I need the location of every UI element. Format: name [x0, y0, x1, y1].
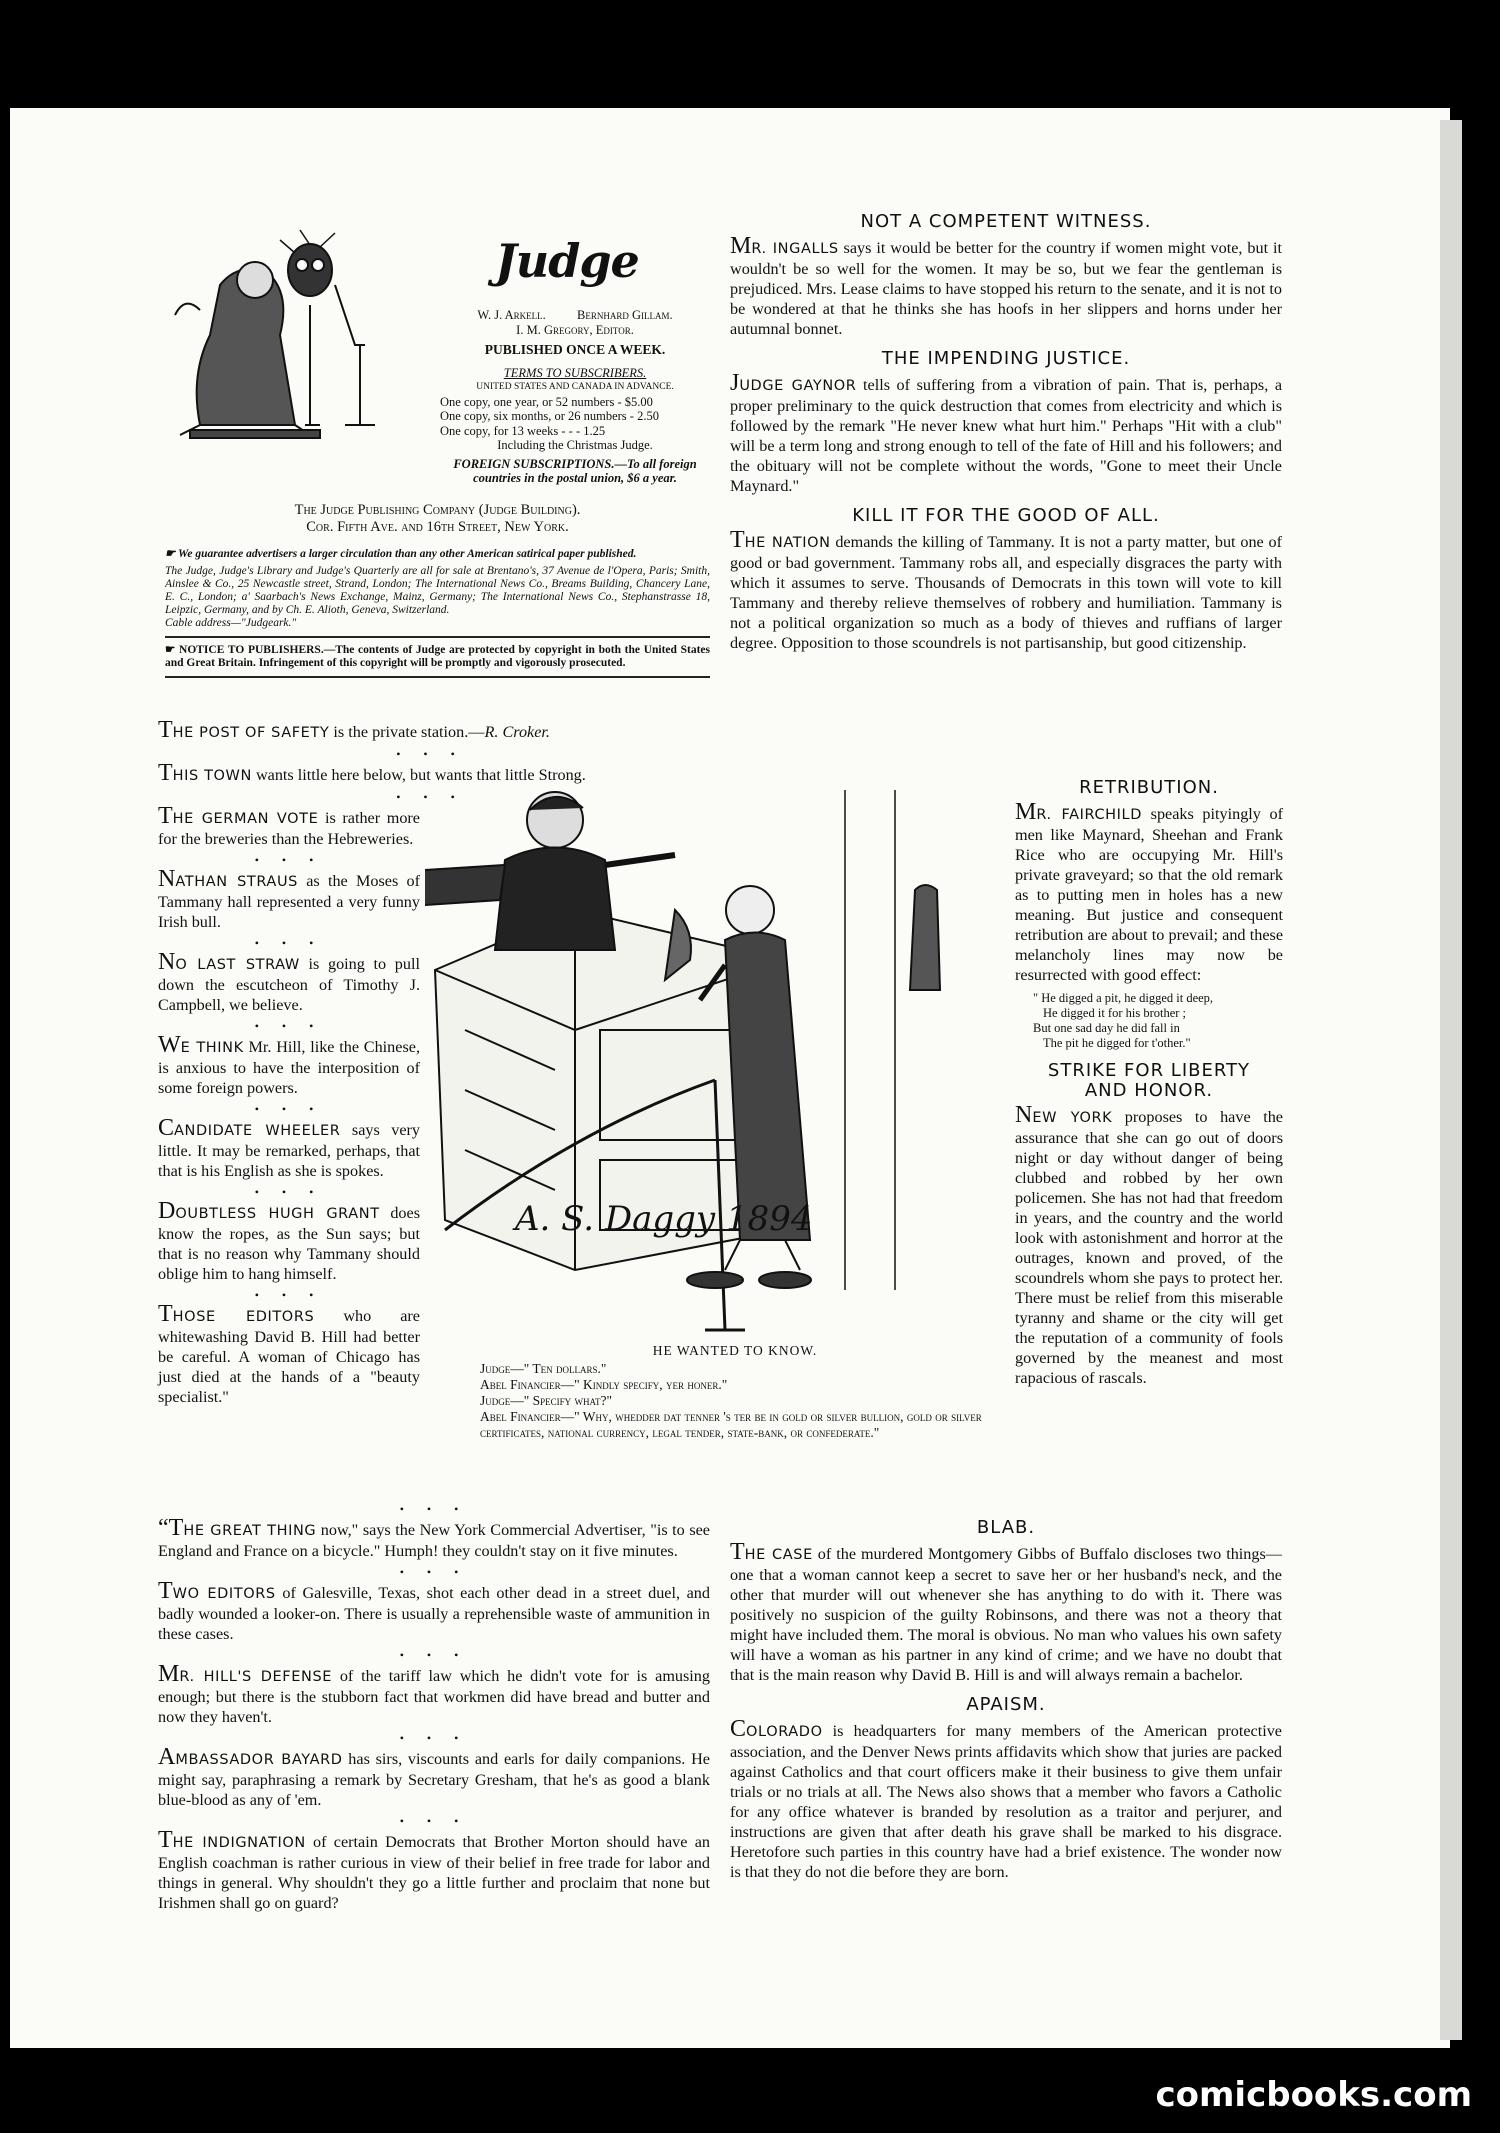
- masthead-info: [440, 308, 710, 486]
- paragraph-text: demands the killing of Tammany. It is not a party matter, but one of good or bad government. Tammany robs all, and especially disgraces the party with which it assumes to serve. Thousands of Democrats in this town will vote to kill Tammany and thereby relieve themselves of robbery and humiliation. Tammany is not a political organization so much as a body of thieves and ruffians of larger degree. Opposition to those scoundrels is not partisanship, but good citizenship.: [730, 533, 1283, 652]
- paragraph-text: tells of suffering from a vibration of pain. That is, perhaps, a proper preliminary to the quick destruction that comes from electricity and which is followed by the remark "He never knew what hurt him." Perhaps "Hit with a club" will be a term long and strong enough to tell of the fate of Hill and his followers; and the obituary will not be complete without the words, "Gone to meet their Uncle Maynard.": [730, 376, 1283, 495]
- lead-words: R. FAIRCHILD: [1036, 807, 1143, 823]
- lead-words: HIS TOWN: [172, 768, 252, 784]
- drop-cap: M: [158, 1661, 180, 1687]
- separator: • • •: [254, 1019, 324, 1033]
- paragraph-text: as the Moses of Tammany hall represented a very funny Irish bull.: [158, 872, 420, 931]
- notice-text: NOTICE TO PUBLISHERS.—The contents of Judge are protected by copyright in both the United States and Great Britain. Infringement of this copyright will be promptly and vigorously prosecuted.: [165, 644, 711, 669]
- lead-words: O LAST STRAW: [175, 957, 300, 973]
- lead-words: OLORADO: [746, 1724, 823, 1740]
- editor-line: I. M. Gregory, Editor.: [516, 322, 634, 337]
- paragraph: [730, 1716, 1282, 1882]
- paragraph: [158, 1744, 710, 1810]
- left-column-bottom: [158, 1500, 710, 1917]
- drop-cap: N: [158, 866, 176, 892]
- paragraph: [158, 949, 420, 1015]
- terms-sub: UNITED STATES AND CANADA IN ADVANCE.: [476, 382, 674, 392]
- paragraph: [158, 866, 420, 932]
- paragraph: [158, 1301, 420, 1407]
- sale-note: The Judge, Judge's Library and Judge's Quarterly are all for sale at Brentano's, 37 Avenue de l'Opera, Paris; Smith, Ainslee & Co., 25 Newcastle street, Strand, London; The International News Co., Breams Building, Chancery Lane, E. C., London; a' Saarbach's News Exchange, Mainz, Germany; The International News Co., Stephanstrasse 18, Leipzic, Germany, and by Ch. E. Alioth, Geneva, Switzerland.: [165, 565, 710, 616]
- drop-cap: “T: [158, 1515, 184, 1541]
- terms-title: TERMS TO SUBSCRIBERS.: [503, 365, 647, 380]
- cartoon-caption: [480, 1343, 990, 1441]
- poem-line: " He digged a pit, he digged it deep,: [1033, 991, 1214, 1005]
- poem-line: But one sad day he did fall in: [1033, 1021, 1180, 1035]
- article-title: STRIKE FOR LIBERTY: [1047, 1060, 1251, 1081]
- drop-cap: M: [730, 233, 752, 259]
- paragraph-text: says it would be better for the country if women might vote, but it wouldn't be so well for the women. It may be so, but we fear the gentleman is prejudiced. Mrs. Lease claims to have stopped his return to the senate, and it is not to be wondered at that he thinks she has hoofs in her slippers and horns under her autumnal bonnet.: [730, 239, 1282, 338]
- masthead-rule: [165, 676, 710, 678]
- paragraph: [730, 1539, 1282, 1685]
- separator: • • •: [396, 790, 465, 804]
- paragraph-text: proposes to have the assurance that she can go out of doors night or day without danger of being clubbed and robbed by her own policemen. She has not had that freedom in years, and the country and the world look with astonishment and horror at the outrages, known and proved, of the scoundrels whom she pays to protect her. There must be relief from this miserable tyranny and shame or the city will get the reputation of a community of fools governed by the meanest and most rapacious of rascals.: [1015, 1108, 1283, 1387]
- separator: • • •: [254, 936, 324, 950]
- paragraph: [158, 1578, 710, 1644]
- lead-words: HOSE EDITORS: [172, 1309, 315, 1325]
- article-title: RETRIBUTION.: [1079, 777, 1219, 798]
- paragraph: [158, 803, 420, 849]
- drop-cap: T: [158, 1827, 173, 1853]
- caption-line: Abel Financier—" Kindly specify, yer honer.": [480, 1377, 728, 1392]
- paragraph: [158, 1827, 710, 1913]
- separator: • • •: [254, 1102, 324, 1116]
- paragraph-text: is headquarters for many members of the American protective association, and the Denver News prints affidavits which show that juries are packed against Catholics and that court officers make it their business to give them unfair trials or no trials at all. The News also shows that a member who favors a Catholic for any office whatever is branded by resolution as a traitor and perjurer, and instructions are given that after death his grave shall be marked to his disgrace. Heretofore such parties in this country have had a brief existence. The wonder now is that they do not die before they are born.: [730, 1722, 1282, 1881]
- right-column-top: [730, 212, 1282, 657]
- cable-address: Cable address—"Judgeark.": [165, 617, 297, 629]
- drop-cap: N: [1015, 1102, 1033, 1128]
- paragraph-text: is going to pull down the escutcheon of Timothy J. Campbell, we believe.: [158, 955, 420, 1014]
- drop-cap: T: [158, 803, 173, 829]
- foreign-subscriptions: FOREIGN SUBSCRIPTIONS.—To all foreign countries in the postal union, $6 a year.: [453, 456, 697, 485]
- cartoon-illustration: [425, 790, 1005, 1340]
- separator: • • •: [399, 1502, 469, 1516]
- paragraph: [158, 1115, 420, 1181]
- masthead-rule: [165, 636, 710, 638]
- poem-line: He digged it for his brother ;: [1043, 1006, 1187, 1020]
- drop-cap: T: [158, 1578, 173, 1604]
- drop-cap: N: [158, 949, 176, 975]
- right-column-bottom: [730, 1508, 1282, 1886]
- drop-cap: W: [158, 1032, 181, 1058]
- company-name: The Judge Publishing Company (Judge Building).: [294, 502, 581, 518]
- lead-words: ANDIDATE WHEELER: [174, 1123, 341, 1139]
- lead-words: OUBTLESS HUGH GRANT: [175, 1206, 380, 1222]
- article-title: BLAB.: [976, 1517, 1036, 1538]
- paragraph: [730, 527, 1283, 653]
- lead-words: HE INDIGNATION: [172, 1835, 306, 1851]
- paragraph-text: of the tariff law which he didn't vote for is amusing enough; but there is the stubborn fact that workmen did have bread and butter and now they haven't.: [158, 1667, 710, 1726]
- watermark: comicbooks.com: [1155, 2075, 1472, 2115]
- lead-words: HE POST OF SAFETY: [172, 725, 330, 741]
- drop-cap: T: [730, 1539, 745, 1565]
- lead-words: UDGE GAYNOR: [739, 378, 857, 394]
- masthead-notes: [165, 548, 710, 684]
- lead-words: WO EDITORS: [172, 1586, 276, 1602]
- lead-words: MBASSADOR BAYARD: [175, 1752, 343, 1768]
- judge-logo: Judge: [495, 234, 639, 288]
- attribution: R. Croker.: [484, 723, 550, 741]
- caption-title: HE WANTED TO KNOW.: [652, 1343, 818, 1358]
- paragraph-text: does know the ropes, as the Sun says; but that is no reason why Tammany should oblige him to hang himself.: [158, 1204, 420, 1283]
- drop-cap: C: [730, 1716, 747, 1742]
- lead-words: HE NATION: [744, 535, 831, 551]
- lead-words: HE GERMAN VOTE: [172, 811, 319, 827]
- drop-cap: T: [730, 527, 745, 553]
- separator: • • •: [399, 1814, 469, 1828]
- article-title: APAISM.: [966, 1694, 1046, 1715]
- drop-cap: T: [158, 1301, 173, 1327]
- article-subtitle: AND HONOR.: [1084, 1080, 1214, 1101]
- article-title: KILL IT FOR THE GOOD OF ALL.: [852, 505, 1160, 526]
- poem: [1033, 991, 1283, 1051]
- paragraph: [1015, 1102, 1283, 1388]
- paragraph: [730, 233, 1282, 339]
- publisher-block: [165, 502, 710, 536]
- right-narrow-column: [1015, 778, 1283, 1392]
- paragraph: [158, 1198, 420, 1284]
- paragraph-text: of Galesville, Texas, shot each other dead in a street duel, and badly wounded a looker-on. There is usually a reprehensible waste of ammunition in these cases.: [158, 1584, 710, 1643]
- paragraph-text: says very little. It may be remarked, perhaps, that that is his English as she is spokes.: [158, 1121, 420, 1180]
- paragraph-text: is the private station.—: [329, 723, 485, 741]
- separator: • • •: [399, 1731, 469, 1745]
- article-title: THE IMPENDING JUSTICE.: [881, 348, 1131, 369]
- separator: • • •: [396, 747, 465, 761]
- separator: • • •: [254, 1288, 324, 1302]
- artist-signature: A. S. Daggy 1894: [515, 1199, 813, 1239]
- paragraph-text: Mr. Hill, like the Chinese, is anxious to have the interposition of some foreign powers.: [158, 1038, 420, 1097]
- pointing-hand-icon: ☛: [165, 548, 178, 560]
- lead-words: R. HILL'S DEFENSE: [179, 1669, 333, 1685]
- lead-words: R. INGALLS: [751, 241, 839, 257]
- paragraph: [730, 370, 1283, 496]
- separator: • • •: [399, 1565, 469, 1579]
- drop-cap: C: [158, 1115, 175, 1141]
- paragraph: [158, 760, 703, 786]
- cartoon-drawing: [425, 790, 1005, 1340]
- separator: • • •: [399, 1648, 469, 1662]
- paragraph-text: is rather more for the breweries than the Hebreweries.: [158, 809, 420, 848]
- paragraph-text: of certain Democrats that Brother Morton should have an English coachman is rather curious in view of their belief in free trade for labor and things in general. Why shouldn't they go a little further and proclaim that none but Irishmen shall go on guard?: [158, 1833, 710, 1912]
- company-address: Cor. Fifth Ave. and 16th Street, New York.: [306, 519, 569, 535]
- paragraph: [158, 1032, 420, 1098]
- caption-line: Judge—" Ten dollars.": [480, 1361, 607, 1376]
- pointing-hand-icon: ☛: [165, 644, 180, 656]
- paragraph: [158, 717, 703, 743]
- separator: • • •: [254, 1185, 324, 1199]
- paragraph-text: speaks pityingly of men like Maynard, Sheehan and Frank Rice who are occupying Mr. Hill's private graveyard; so that the old remark as to putting men in holes has a new meaning. But justice and consequent retribution are about to prevail; and these melancholy lines may now be resurrected with good effect:: [1015, 805, 1283, 984]
- guarantee-note: [165, 548, 710, 561]
- lead-words: E THINK: [180, 1040, 244, 1056]
- lead-words: HE GREAT THING: [183, 1523, 317, 1539]
- paragraph-text: now," says the New York Commercial Advertiser, "is to see England and France on a bicycle." Humph! they couldn't stay on it five minutes.: [158, 1521, 710, 1560]
- published-line: PUBLISHED ONCE A WEEK.: [484, 342, 666, 357]
- terms-line: One copy, for 13 weeks - - - 1.25: [440, 423, 606, 438]
- drop-cap: J: [730, 370, 740, 396]
- lead-words: ATHAN STRAUS: [175, 874, 298, 890]
- paragraph-text: has sirs, viscounts and earls for daily companions. He might say, paraphrasing a remark by Secretary Gresham, that he's as good a blank blue-blood as any of 'em.: [158, 1750, 710, 1809]
- article-title: NOT A COMPETENT WITNESS.: [860, 211, 1152, 232]
- drop-cap: T: [158, 760, 173, 786]
- poem-line: The pit he digged for t'other.": [1043, 1036, 1191, 1050]
- drop-cap: M: [1015, 799, 1037, 825]
- masthead-illustration: [160, 225, 430, 455]
- separator: • • •: [254, 853, 324, 867]
- paragraph: [158, 1515, 710, 1561]
- paragraph: [158, 1661, 710, 1727]
- lead-words: HE CASE: [744, 1547, 813, 1563]
- drop-cap: A: [158, 1744, 176, 1770]
- caption-line: Abel Financier—" Why, whedder dat tenner 's ter be in gold or silver bullion, gold or silver certificates, national currency, legal tender, state-bank, or confederate.": [480, 1409, 982, 1440]
- guarantee-text: We guarantee advertisers a larger circulation than any other American satirical paper published.: [177, 548, 637, 560]
- terms-line: One copy, one year, or 52 numbers - $5.00: [440, 394, 653, 409]
- terms-note: Including the Christmas Judge.: [497, 438, 653, 452]
- staff-line: W. J. Arkell. Bernhard Gillam.: [477, 308, 673, 322]
- next-page-edge: [1440, 120, 1462, 2040]
- paragraph-text: wants little here below, but wants that little Strong.: [251, 766, 586, 784]
- drop-cap: T: [158, 717, 173, 743]
- paragraph: [1015, 799, 1283, 985]
- drop-cap: D: [158, 1198, 176, 1224]
- paragraph-text: who are whitewashing David B. Hill had better be careful. A woman of Chicago has just died at the hands of a "beauty specialist.": [158, 1307, 420, 1406]
- terms-line: One copy, six months, or 26 numbers - 2.50: [440, 409, 659, 423]
- caption-line: Judge—" Specify what?": [480, 1393, 613, 1408]
- lead-words: EW YORK: [1032, 1110, 1113, 1126]
- paragraph-text: of the murdered Montgomery Gibbs of Buffalo discloses two things—one that a woman cannot keep a secret to save her or her husband's neck, and the other that murder will out whenever she has anything to do with it. There was positively no suspicion of the guilty Robinsons, and there was not a theory that might have included them. The moral is obvious. No man who values his own safety will have a woman as his partner in any kind of crime; and we have no doubt that that is the main reason why David B. Hill is and will always remain a bachelor.: [730, 1545, 1282, 1684]
- publishers-notice: [165, 644, 710, 670]
